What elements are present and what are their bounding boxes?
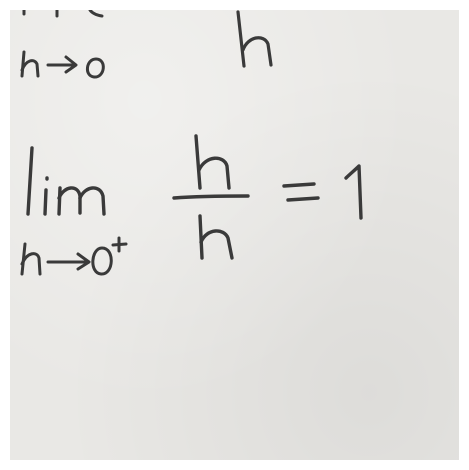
fraction-glyphs — [174, 136, 248, 258]
handwriting-drawing — [10, 10, 459, 460]
paper-photo — [10, 10, 459, 460]
equals-and-result — [284, 166, 361, 218]
lim-glyph — [28, 148, 104, 214]
top-h-to-0 — [22, 52, 103, 77]
cutoff-top-strokes — [24, 10, 102, 16]
lim-subscript-glyphs — [22, 238, 126, 274]
top-denominator-h — [238, 12, 271, 66]
